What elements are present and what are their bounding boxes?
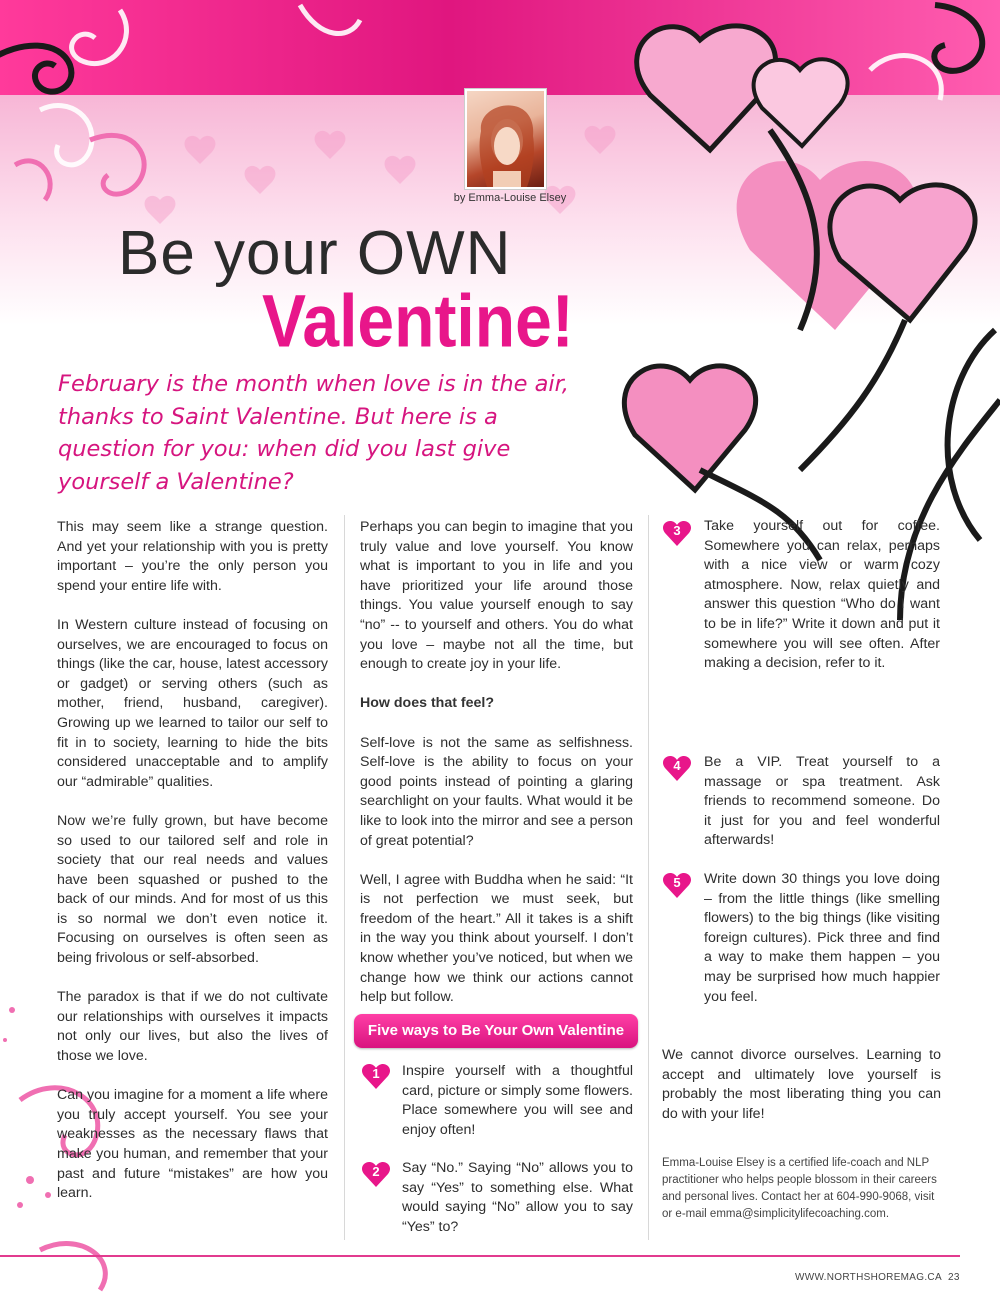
title-line-1: Be your OWN — [118, 219, 512, 288]
five-ways-heading: Five ways to Be Your Own Valentine — [354, 1014, 638, 1048]
column-divider-1 — [344, 515, 345, 1240]
paragraph: Can you imagine for a moment a life where you truly accept yourself. You see your weaknesses as the necessary flaws that make you human, and remember that your past and future “mistakes” are how you learn. — [57, 1087, 328, 1202]
column-1 — [57, 518, 328, 1223]
page-number: 23 — [948, 1272, 960, 1283]
paragraph: Perhaps you can begin to imagine that you truly value and love yourself. You know what is important to you in life and you have prioritized your life around those things. You value yourself enough to say “no” -- to yourself and others. You do what you love – maybe not all the time, but enough to create joy in your life. — [360, 519, 633, 673]
footer-website: WWW.NORTHSHOREMAG.CA — [795, 1272, 942, 1283]
tip-number: 2 — [372, 1164, 380, 1179]
paragraph: Well, I agree with Buddha when he said: “It is not perfection we must seek, but freedom of the heart.” All it takes is a shift in the way you think about yourself. I don’t know whether you’ve noticed, but when we change how we think our actions cannot help but follow. — [360, 871, 633, 1006]
footer-rule — [0, 1255, 960, 1257]
column-2 — [360, 518, 633, 1027]
subheading: How does that feel? — [360, 695, 495, 712]
tip-4: Be a VIP. Treat yourself to a massage or spa treatment. Ask friends to recommend someone. Do it just for you and feel wonderful afterwards! — [704, 754, 940, 849]
paragraph: In Western culture instead of focusing on ourselves, we are encouraged to focus on things (like the car, house, latest accessory or gadget) or serving others (such as mother, friend, husband, caregiver). Growing up we learned to tailor our self to fit in to society, learning to hide the bits considered unacceptable and to amplify our “admirable” qualities. — [57, 616, 328, 790]
tip-number: 5 — [673, 875, 681, 890]
paragraph: Now we’re fully grown, but have become so used to our tailored self and role in society that our real needs and values have been squashed or pushed to the back of our minds. And for most of us this is so normal we don’t even notice it. Focusing on ourselves is often seen as being frivolous or self-absorbed. — [57, 812, 328, 967]
tip-number: 4 — [673, 758, 681, 773]
heart-balloon-icon — [624, 26, 975, 490]
heart-number-icon — [361, 1160, 391, 1188]
paragraph: This may seem like a strange question. And yet your relationship with you is pretty important – you’re the only person you spend your entire life with. — [57, 519, 328, 594]
tip-3: Take yourself out for coffee. Somewhere you can relax, perhaps with a nice view or warm cozy atmosphere. Now, relax quietly and answer this question “Who do I want to be in life?” Write it down and put it somewhere you will see often. After making a decision, refer to it. — [704, 518, 940, 672]
byline: by Emma-Louise Elsey — [453, 192, 567, 204]
paragraph: The paradox is that if we do not cultivate our relationships with ourselves it impacts not only our lives, but also the lives of those we love. — [57, 989, 328, 1065]
heart-number-icon — [662, 519, 692, 547]
lead-paragraph: February is the month when love is in the air, thanks to Saint Valentine. But here is a question for you: when did you last give yourself a Valentine? — [58, 371, 569, 495]
tip-2: Say “No.” Saying “No” allows you to say “Yes” to something else. What would saying “No” allow you to say “Yes” to? — [402, 1160, 633, 1235]
tip-number: 1 — [372, 1066, 380, 1081]
author-portrait — [467, 91, 544, 187]
column-divider-2 — [648, 515, 649, 1240]
tip-1: Inspire yourself with a thoughtful card, picture or simply some flowers. Place somewhere you will see and enjoy often! — [402, 1063, 633, 1138]
swirl-icon — [0, 46, 71, 92]
title-line-2: Valentine! — [262, 279, 574, 362]
author-bio: Emma-Louise Elsey is a certified life-coach and NLP practitioner who helps people blossom in their careers and personal lives. Contact her at 604-990-9068, visit or e-mail emma@simplicitylifecoaching.com. — [662, 1157, 937, 1220]
paragraph: Self-love is not the same as selfishness. Self-love is the ability to focus on your good points instead of pointing a glaring searchlight on your faults. What would it be like to look into the mirror and see a person of great potential? — [360, 734, 633, 849]
closing-paragraph: We cannot divorce ourselves. Learning to accept and ultimately love yourself is probably the most liberating thing you can do with your life! — [662, 1047, 941, 1122]
author-photo — [465, 89, 546, 189]
heart-number-icon — [662, 754, 692, 782]
heart-number-icon — [361, 1062, 391, 1090]
tip-5: Write down 30 things you love doing – from the little things (like smelling flowers) to the big things (like visiting foreign cultures). Pick three and find a way to make them happen – you may be surprised how much happier you feel. — [704, 871, 940, 1005]
tip-number: 3 — [673, 523, 681, 538]
heart-number-icon — [662, 871, 692, 899]
